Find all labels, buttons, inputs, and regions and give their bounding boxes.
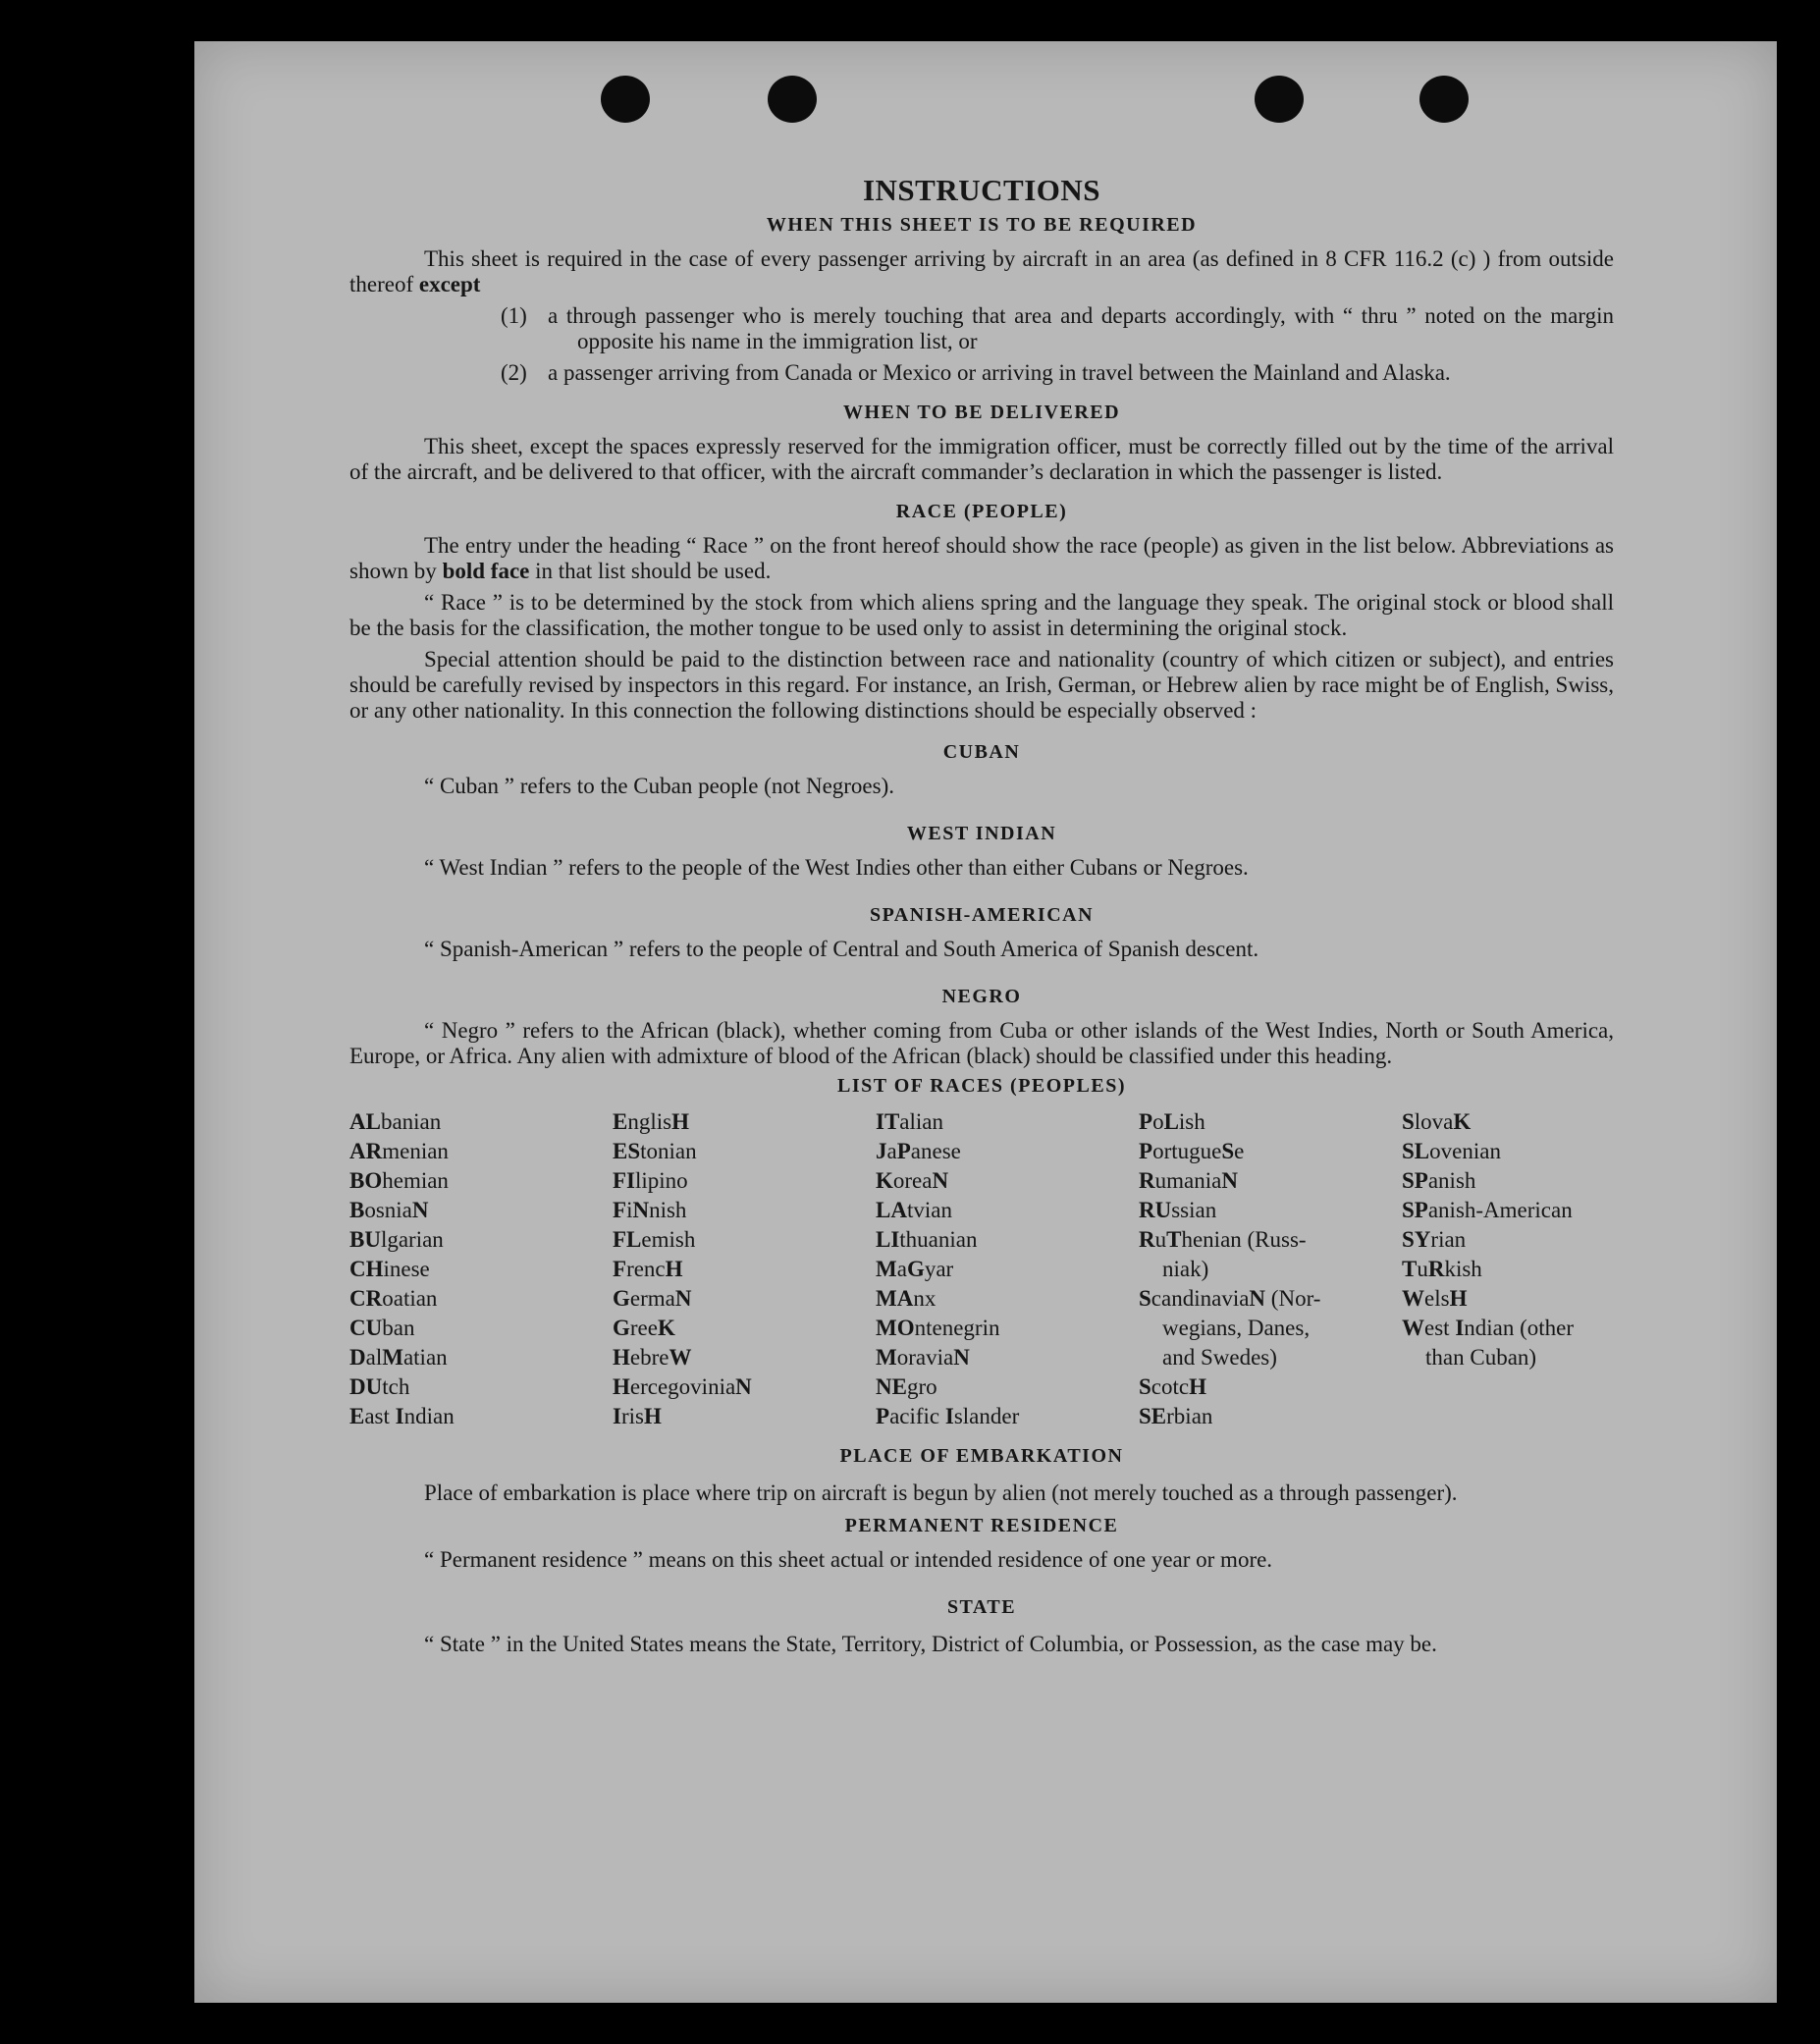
race-entry: HebreW	[613, 1345, 692, 1370]
exception-item-1: (1) a through passenger who is merely touching that area and departs accordingly, with “ thru ” noted on the margin opposite his name in the immigration list, or	[501, 303, 1614, 353]
race-entry: MaGyar	[876, 1257, 954, 1281]
race-paragraph-2: “ Race ” is to be determined by the stock from which aliens spring and the language they speak. The original stock or blood shall be the basis for the classification, the mother tongue to be used only to assist in determining the original stock.	[349, 590, 1614, 640]
race-entry: ITalian	[876, 1109, 943, 1134]
race-entry: WelsH	[1402, 1286, 1468, 1311]
punch-hole	[1419, 76, 1469, 123]
race-entry: RumaniaN	[1139, 1168, 1238, 1193]
race-entry: LAtvian	[876, 1198, 952, 1222]
section-heading-list-of-races: LIST OF RACES (PEOPLES)	[836, 1075, 1126, 1097]
when-delivered-paragraph: This sheet, except the spaces expressly reserved for the immigration officer, must be correctly filled out by the time of the arrival of the aircraft, and be delivered to that officer, with the aircraft commander’s declaration in which the passenger is listed.	[349, 434, 1614, 484]
section-heading-when-delivered: WHEN TO BE DELIVERED	[842, 402, 1121, 423]
race-entry: MAnx	[876, 1286, 937, 1311]
section-heading-race: RACE (PEOPLE)	[895, 501, 1068, 522]
section-heading-west-indian: WEST INDIAN	[906, 823, 1057, 844]
race-entry: JaPanese	[876, 1139, 961, 1163]
section-heading-cuban: CUBAN	[942, 741, 1021, 763]
race-entry: PoLish	[1139, 1109, 1205, 1134]
exception-item-2: (2) a passenger arriving from Canada or Mexico or arriving in travel between the Mainland and Alaska.	[501, 360, 1451, 385]
race-entry: FLemish	[613, 1227, 696, 1252]
race-entry: NEgro	[876, 1374, 937, 1399]
race-column	[349, 1107, 613, 1431]
race-entry: HercegoviniaN	[613, 1374, 752, 1399]
race-entry: RuThenian (Russ- niak)	[1139, 1227, 1307, 1281]
race-entry: ScotcH	[1139, 1374, 1206, 1399]
race-entry: FiNnish	[613, 1198, 687, 1222]
race-entry: EnglisH	[613, 1109, 689, 1134]
race-entry: SYrian	[1402, 1227, 1467, 1252]
race-entry: SPanish	[1402, 1168, 1476, 1193]
when-required-paragraph: This sheet is required in the case of every passenger arriving by aircraft in an area (as defined in 8 CFR 116.2 (c) ) from outside thereof except	[349, 246, 1614, 296]
race-entry: EStonian	[613, 1139, 697, 1163]
race-entry: Pacific Islander	[876, 1404, 1020, 1428]
spanish-american-paragraph: “ Spanish-American ” refers to the people of Central and South America of Spanish descent.	[424, 937, 1259, 961]
race-entry: GermaN	[613, 1286, 692, 1311]
race-entry: ALbanian	[349, 1109, 442, 1134]
race-entry: CRoatian	[349, 1286, 438, 1311]
race-entry: IrisH	[613, 1404, 662, 1428]
race-entry: MoraviaN	[876, 1345, 970, 1370]
race-entry: DalMatian	[349, 1345, 448, 1370]
race-entry: ARmenian	[349, 1139, 449, 1163]
race-entry: BOhemian	[349, 1168, 449, 1193]
race-entry: BUlgarian	[349, 1227, 444, 1252]
punch-hole	[768, 76, 817, 123]
punch-hole	[1255, 76, 1304, 123]
race-entry: CHinese	[349, 1257, 430, 1281]
state-paragraph: “ State ” in the United States means the State, Territory, District of Columbia, or Possession, as the case may be.	[424, 1632, 1437, 1656]
instruction-sheet	[194, 41, 1777, 2003]
cuban-paragraph: “ Cuban ” refers to the Cuban people (not Negroes).	[424, 774, 895, 798]
race-entry: SPanish-American	[1402, 1198, 1573, 1222]
section-heading-spanish-american: SPANISH-AMERICAN	[869, 904, 1095, 926]
race-entry: ScandinaviaN (Nor- wegians, Danes, and Swedes)	[1139, 1286, 1321, 1370]
race-entry: SlovaK	[1402, 1109, 1472, 1134]
race-entry: TuRkish	[1402, 1257, 1482, 1281]
race-entry: SErbian	[1139, 1404, 1213, 1428]
race-entry: MOntenegrin	[876, 1316, 1000, 1340]
race-entry: RUssian	[1139, 1198, 1217, 1222]
race-column	[876, 1107, 1139, 1431]
section-heading-place-of-embarkation: PLACE OF EMBARKATION	[839, 1445, 1124, 1467]
west-indian-paragraph: “ West Indian ” refers to the people of the West Indies other than either Cubans or Negroes.	[424, 855, 1249, 880]
race-paragraph-1: The entry under the heading “ Race ” on the front hereof should show the race (people) as given in the list below. Abbreviations as shown by bold face in that list should be used.	[349, 533, 1614, 583]
race-column	[1402, 1107, 1614, 1431]
race-entry: BosniaN	[349, 1198, 429, 1222]
race-entry: KoreaN	[876, 1168, 949, 1193]
place-of-embarkation-paragraph: Place of embarkation is place where trip on aircraft is begun by alien (not merely touched as a through passenger).	[424, 1480, 1458, 1505]
race-entry: East Indian	[349, 1404, 455, 1428]
race-column	[1139, 1107, 1402, 1431]
race-entry: DUtch	[349, 1374, 410, 1399]
race-entry: CUban	[349, 1316, 415, 1340]
race-entry: West Indian (other than Cuban)	[1402, 1316, 1575, 1370]
race-entry: GreeK	[613, 1316, 675, 1340]
race-list	[349, 1107, 1614, 1431]
document-body	[349, 173, 1614, 1660]
section-heading-permanent-residence: PERMANENT RESIDENCE	[844, 1515, 1119, 1536]
section-heading-state: STATE	[946, 1596, 1017, 1618]
permanent-residence-paragraph: “ Permanent residence ” means on this sheet actual or intended residence of one year or more.	[424, 1547, 1273, 1572]
race-entry: FIlipino	[613, 1168, 688, 1193]
race-entry: PortugueSe	[1139, 1139, 1245, 1163]
section-heading-negro: NEGRO	[941, 986, 1022, 1007]
race-column	[613, 1107, 876, 1431]
punch-hole	[601, 76, 650, 123]
race-paragraph-3: Special attention should be paid to the distinction between race and nationality (country of which citizen or subject), and entries should be carefully revised by inspectors in this regard. For instance, an Irish, German, or Hebrew alien by race might be of English, Swiss, or any other nationality. In this connection the following distinctions should be especially observed :	[349, 647, 1614, 723]
section-heading-when-required: WHEN THIS SHEET IS TO BE REQUIRED	[766, 214, 1198, 236]
race-entry: LIthuanian	[876, 1227, 978, 1252]
document-title: INSTRUCTIONS	[862, 173, 1100, 207]
negro-paragraph: “ Negro ” refers to the African (black), whether coming from Cuba or other islands of the West Indies, North or South America, Europe, or Africa. Any alien with admixture of blood of the African (black) should be classified under this heading.	[349, 1018, 1614, 1068]
race-entry: SLovenian	[1402, 1139, 1501, 1163]
race-entry: FrencH	[613, 1257, 683, 1281]
